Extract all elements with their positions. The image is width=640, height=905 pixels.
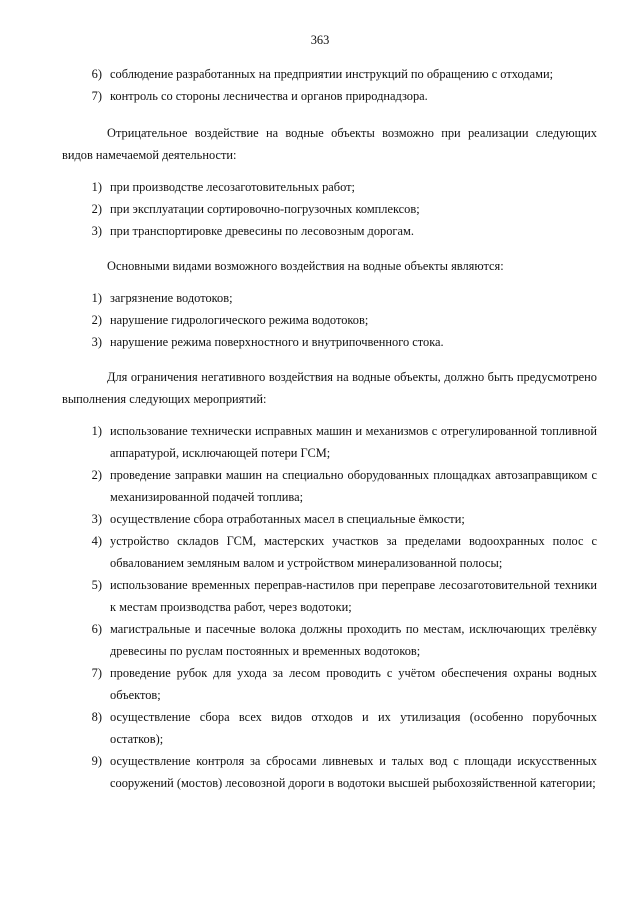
list-item xyxy=(62,287,597,309)
list-item-text: осуществление сбора отработанных масел в специальные ёмкости; xyxy=(110,512,465,526)
list-item-marker: 8) xyxy=(91,710,102,724)
list-item-text: нарушение режима поверхностного и внутрипочвенного стока. xyxy=(110,335,444,349)
list-item-marker: 3) xyxy=(91,224,102,238)
list-item xyxy=(62,574,597,618)
page-number: 363 xyxy=(310,33,330,47)
list-item-marker: 6) xyxy=(91,67,102,81)
list-item xyxy=(62,464,597,508)
list-item xyxy=(62,63,597,85)
list-item-marker: 1) xyxy=(91,424,102,438)
list-item-text: загрязнение водотоков; xyxy=(110,291,233,305)
list-c xyxy=(62,287,597,353)
list-b xyxy=(62,176,597,242)
list-item xyxy=(62,706,597,750)
list-item-text: магистральные и пасечные волока должны проходить по местам, исключающих трелёвку древесины по руслам постоянных и временных водотоков; xyxy=(110,622,597,658)
list-item xyxy=(62,309,597,331)
list-item-text: использование временных переправ-настилов при переправе лесозаготовительной техники к местам производства работ, через водотоки; xyxy=(110,578,597,614)
list-d xyxy=(62,420,597,794)
list-item xyxy=(62,176,597,198)
list-item-marker: 2) xyxy=(91,313,102,327)
list-item xyxy=(62,85,597,107)
list-item-text: нарушение гидрологического режима водотоков; xyxy=(110,313,369,327)
list-item xyxy=(62,220,597,242)
list-item xyxy=(62,331,597,353)
list-item xyxy=(62,508,597,530)
list-item-marker: 2) xyxy=(91,202,102,216)
list-item-marker: 3) xyxy=(91,335,102,349)
list-item-text: проведение заправки машин на специально оборудованных площадках автозаправщиком с механизированной подачей топлива; xyxy=(110,468,597,504)
list-item-marker: 3) xyxy=(91,512,102,526)
paragraph-negative-impact: Отрицательное воздействие на водные объекты возможно при реализации следующих видов намечаемой деятельности: xyxy=(62,126,597,162)
list-item-text: осуществление контроля за сбросами ливневых и талых вод с площади искусственных сооружений (мостов) лесовозной дороги в водотоки высшей рыбохозяйственной категории; xyxy=(110,754,597,790)
list-a xyxy=(62,63,597,107)
list-item-marker: 2) xyxy=(91,468,102,482)
list-item-text: проведение рубок для ухода за лесом проводить с учётом обеспечения охраны водных объектов; xyxy=(110,666,597,702)
list-item-marker: 4) xyxy=(91,534,102,548)
list-item-text: использование технически исправных машин и механизмов с отрегулированной топливной аппаратурой, исключающей потери ГСМ; xyxy=(110,424,597,460)
list-item-marker: 7) xyxy=(91,89,102,103)
list-item-text: устройство складов ГСМ, мастерских участков за пределами водоохранных полос с обвалованием земляным валом и устройством минерализованной полосы; xyxy=(110,534,597,570)
list-item xyxy=(62,198,597,220)
list-item xyxy=(62,750,597,794)
list-item-marker: 6) xyxy=(91,622,102,636)
list-item xyxy=(62,662,597,706)
list-item-text: осуществление сбора всех видов отходов и их утилизация (особенно порубочных остатков); xyxy=(110,710,597,746)
list-item-marker: 5) xyxy=(91,578,102,592)
paragraph-measures-intro: Для ограничения негативного воздействия на водные объекты, должно быть предусмотрено выполнения следующих мероприятий: xyxy=(62,370,597,406)
list-item xyxy=(62,530,597,574)
list-item-marker: 1) xyxy=(91,291,102,305)
list-item xyxy=(62,420,597,464)
list-item-text: при производстве лесозаготовительных работ; xyxy=(110,180,355,194)
list-item-marker: 7) xyxy=(91,666,102,680)
paragraph-impact-types: Основными видами возможного воздействия на водные объекты являются: xyxy=(107,259,504,273)
list-item-text: при эксплуатации сортировочно-погрузочных комплексов; xyxy=(110,202,420,216)
list-item-text: соблюдение разработанных на предприятии инструкций по обращению с отходами; xyxy=(110,67,554,81)
list-item-text: контроль со стороны лесничества и органов природнадзора. xyxy=(110,89,428,103)
list-item xyxy=(62,618,597,662)
list-item-text: при транспортировке древесины по лесовозным дорогам. xyxy=(110,224,414,238)
list-item-marker: 9) xyxy=(91,754,102,768)
list-item-marker: 1) xyxy=(91,180,102,194)
